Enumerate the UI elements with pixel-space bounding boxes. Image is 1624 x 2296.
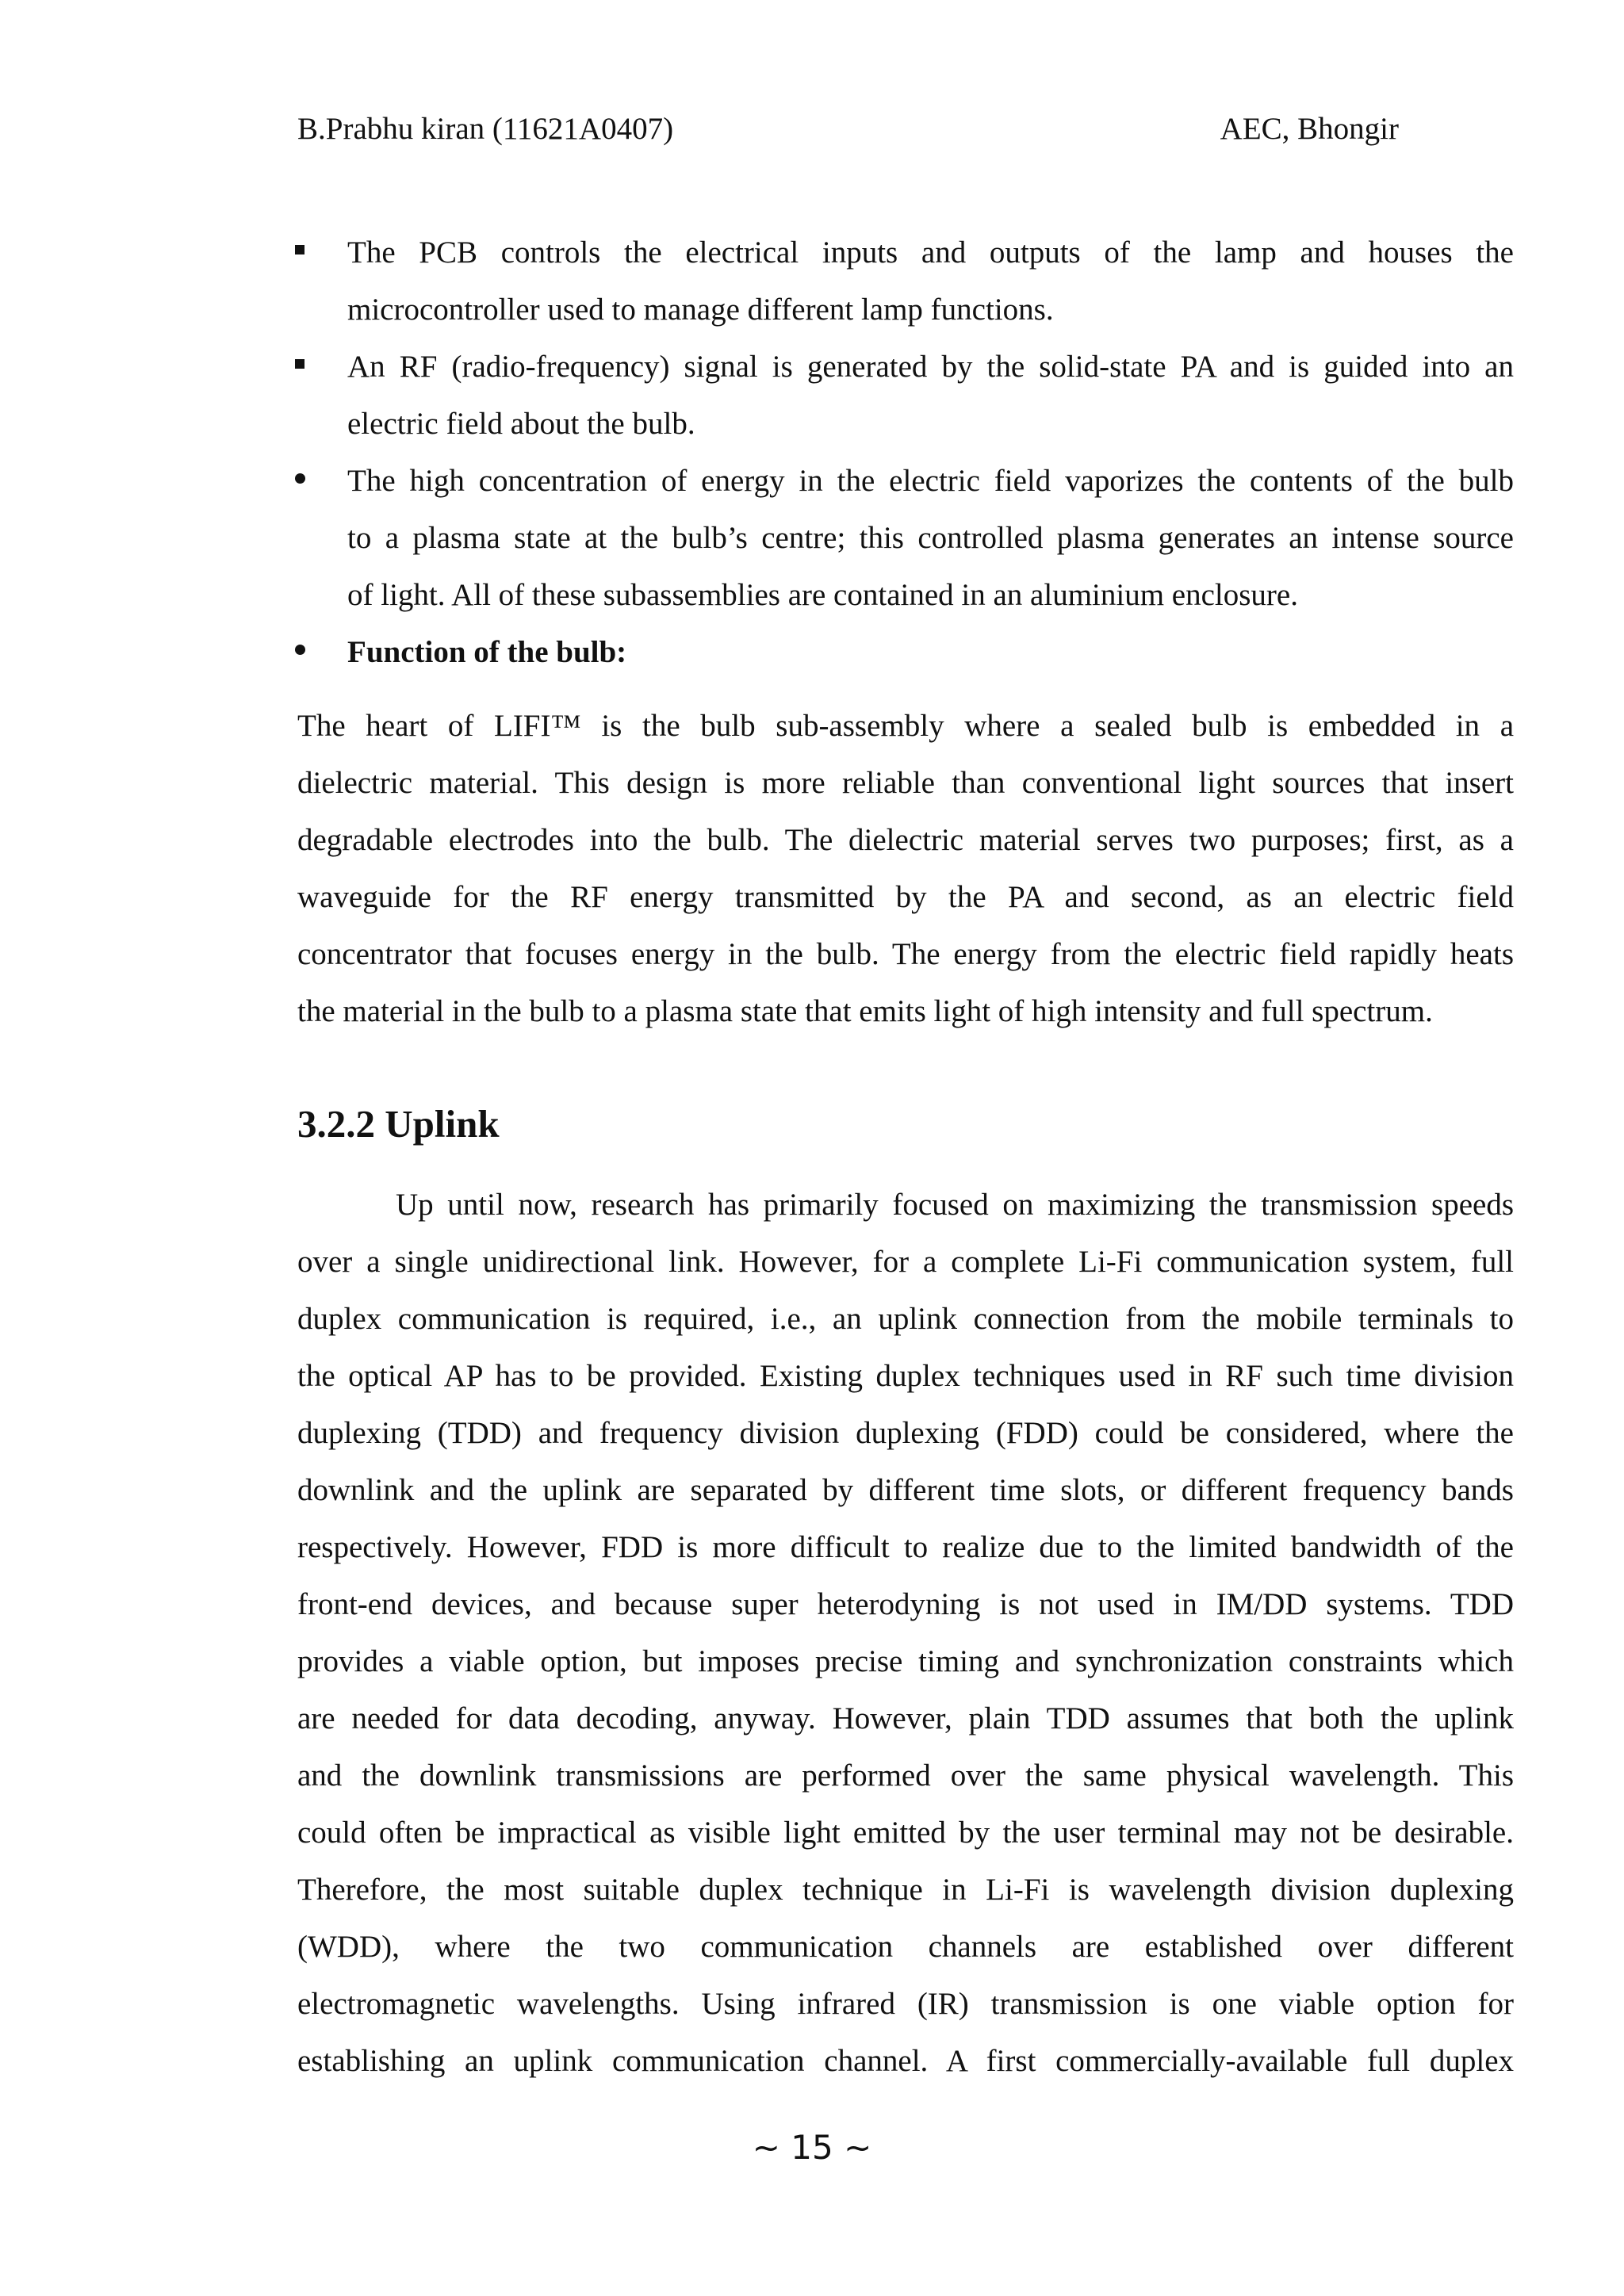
round-bullet-icon [295, 645, 305, 655]
bulb-paragraph [297, 698, 1514, 1040]
bullet-item [347, 624, 1514, 681]
bullet-line: of light. All of these subassemblies are contained in an aluminium enclosure. [347, 578, 1298, 612]
paragraph-line: over a single unidirectional link. However, for a complete Li-Fi communication system, full [297, 1245, 1514, 1279]
paragraph-line: Up until now, research has primarily focused on maximizing the transmission speeds [396, 1188, 1514, 1222]
bullet-item [347, 224, 1514, 339]
paragraph-line: provides a viable option, but imposes precise timing and synchronization constraints which [297, 1644, 1514, 1678]
bullet-line: An RF (radio-frequency) signal is generated by the solid-state PA and is guided into an [347, 350, 1514, 384]
paragraph-line: the optical AP has to be provided. Existing duplex techniques used in RF such time division [297, 1359, 1514, 1393]
subheading-function-of-bulb: Function of the bulb: [347, 635, 627, 669]
uplink-paragraph [297, 1177, 1514, 2090]
bullet-item [347, 339, 1514, 453]
paragraph-line: (WDD), where the two communication channels are established over different [297, 1930, 1514, 1964]
page-number: ~ 15 ~ [752, 2128, 872, 2167]
bullet-line: The high concentration of energy in the electric field vaporizes the contents of the bulb [347, 464, 1514, 498]
paragraph-line: and the downlink transmissions are performed over the same physical wavelength. This [297, 1758, 1514, 1793]
paragraph-line: concentrator that focuses energy in the bulb. The energy from the electric field rapidly heats [297, 937, 1514, 971]
paragraph-line: establishing an uplink communication channel. A first commercially-available full duplex [297, 2044, 1514, 2078]
paragraph-line: degradable electrodes into the bulb. The dielectric material serves two purposes; first, as a [297, 823, 1514, 857]
square-bullet-icon [295, 359, 304, 369]
bullet-line: The PCB controls the electrical inputs and outputs of the lamp and houses the [347, 235, 1514, 270]
section-heading: 3.2.2 Uplink [297, 1102, 500, 1146]
paragraph-line: respectively. However, FDD is more difficult to realize due to the limited bandwidth of the [297, 1530, 1514, 1564]
header-author: B.Prabhu kiran (11621A0407) [297, 112, 674, 146]
paragraph-line: are needed for data decoding, anyway. However, plain TDD assumes that both the uplink [297, 1701, 1514, 1735]
square-bullet-icon [295, 245, 304, 254]
bullet-line: microcontroller used to manage different lamp functions. [347, 293, 1054, 327]
paragraph-line: downlink and the uplink are separated by different time slots, or different frequency bands [297, 1473, 1514, 1507]
round-bullet-icon [295, 473, 305, 484]
paragraph-line: duplex communication is required, i.e., an uplink connection from the mobile terminals to [297, 1302, 1514, 1336]
bullet-line: to a plasma state at the bulb’s centre; this controlled plasma generates an intense source [347, 521, 1514, 555]
bullet-line: electric field about the bulb. [347, 407, 695, 441]
header-institution: AEC, Bhongir [1220, 112, 1399, 146]
paragraph-line: duplexing (TDD) and frequency division duplexing (FDD) could be considered, where the [297, 1416, 1514, 1450]
paragraph-line: waveguide for the RF energy transmitted by the PA and second, as an electric field [297, 880, 1514, 914]
paragraph-line: could often be impractical as visible light emitted by the user terminal may not be desirable. [297, 1816, 1514, 1850]
paragraph-line: the material in the bulb to a plasma state that emits light of high intensity and full spectrum. [297, 994, 1433, 1028]
paragraph-line: Therefore, the most suitable duplex technique in Li-Fi is wavelength division duplexing [297, 1873, 1514, 1907]
bullet-item [347, 453, 1514, 624]
paragraph-line: electromagnetic wavelengths. Using infrared (IR) transmission is one viable option for [297, 1987, 1514, 2021]
paragraph-line: front-end devices, and because super heterodyning is not used in IM/DD systems. TDD [297, 1587, 1514, 1621]
paragraph-line: dielectric material. This design is more reliable than conventional light sources that insert [297, 766, 1514, 800]
paragraph-line: The heart of LIFI™ is the bulb sub-assembly where a sealed bulb is embedded in a [297, 709, 1514, 743]
